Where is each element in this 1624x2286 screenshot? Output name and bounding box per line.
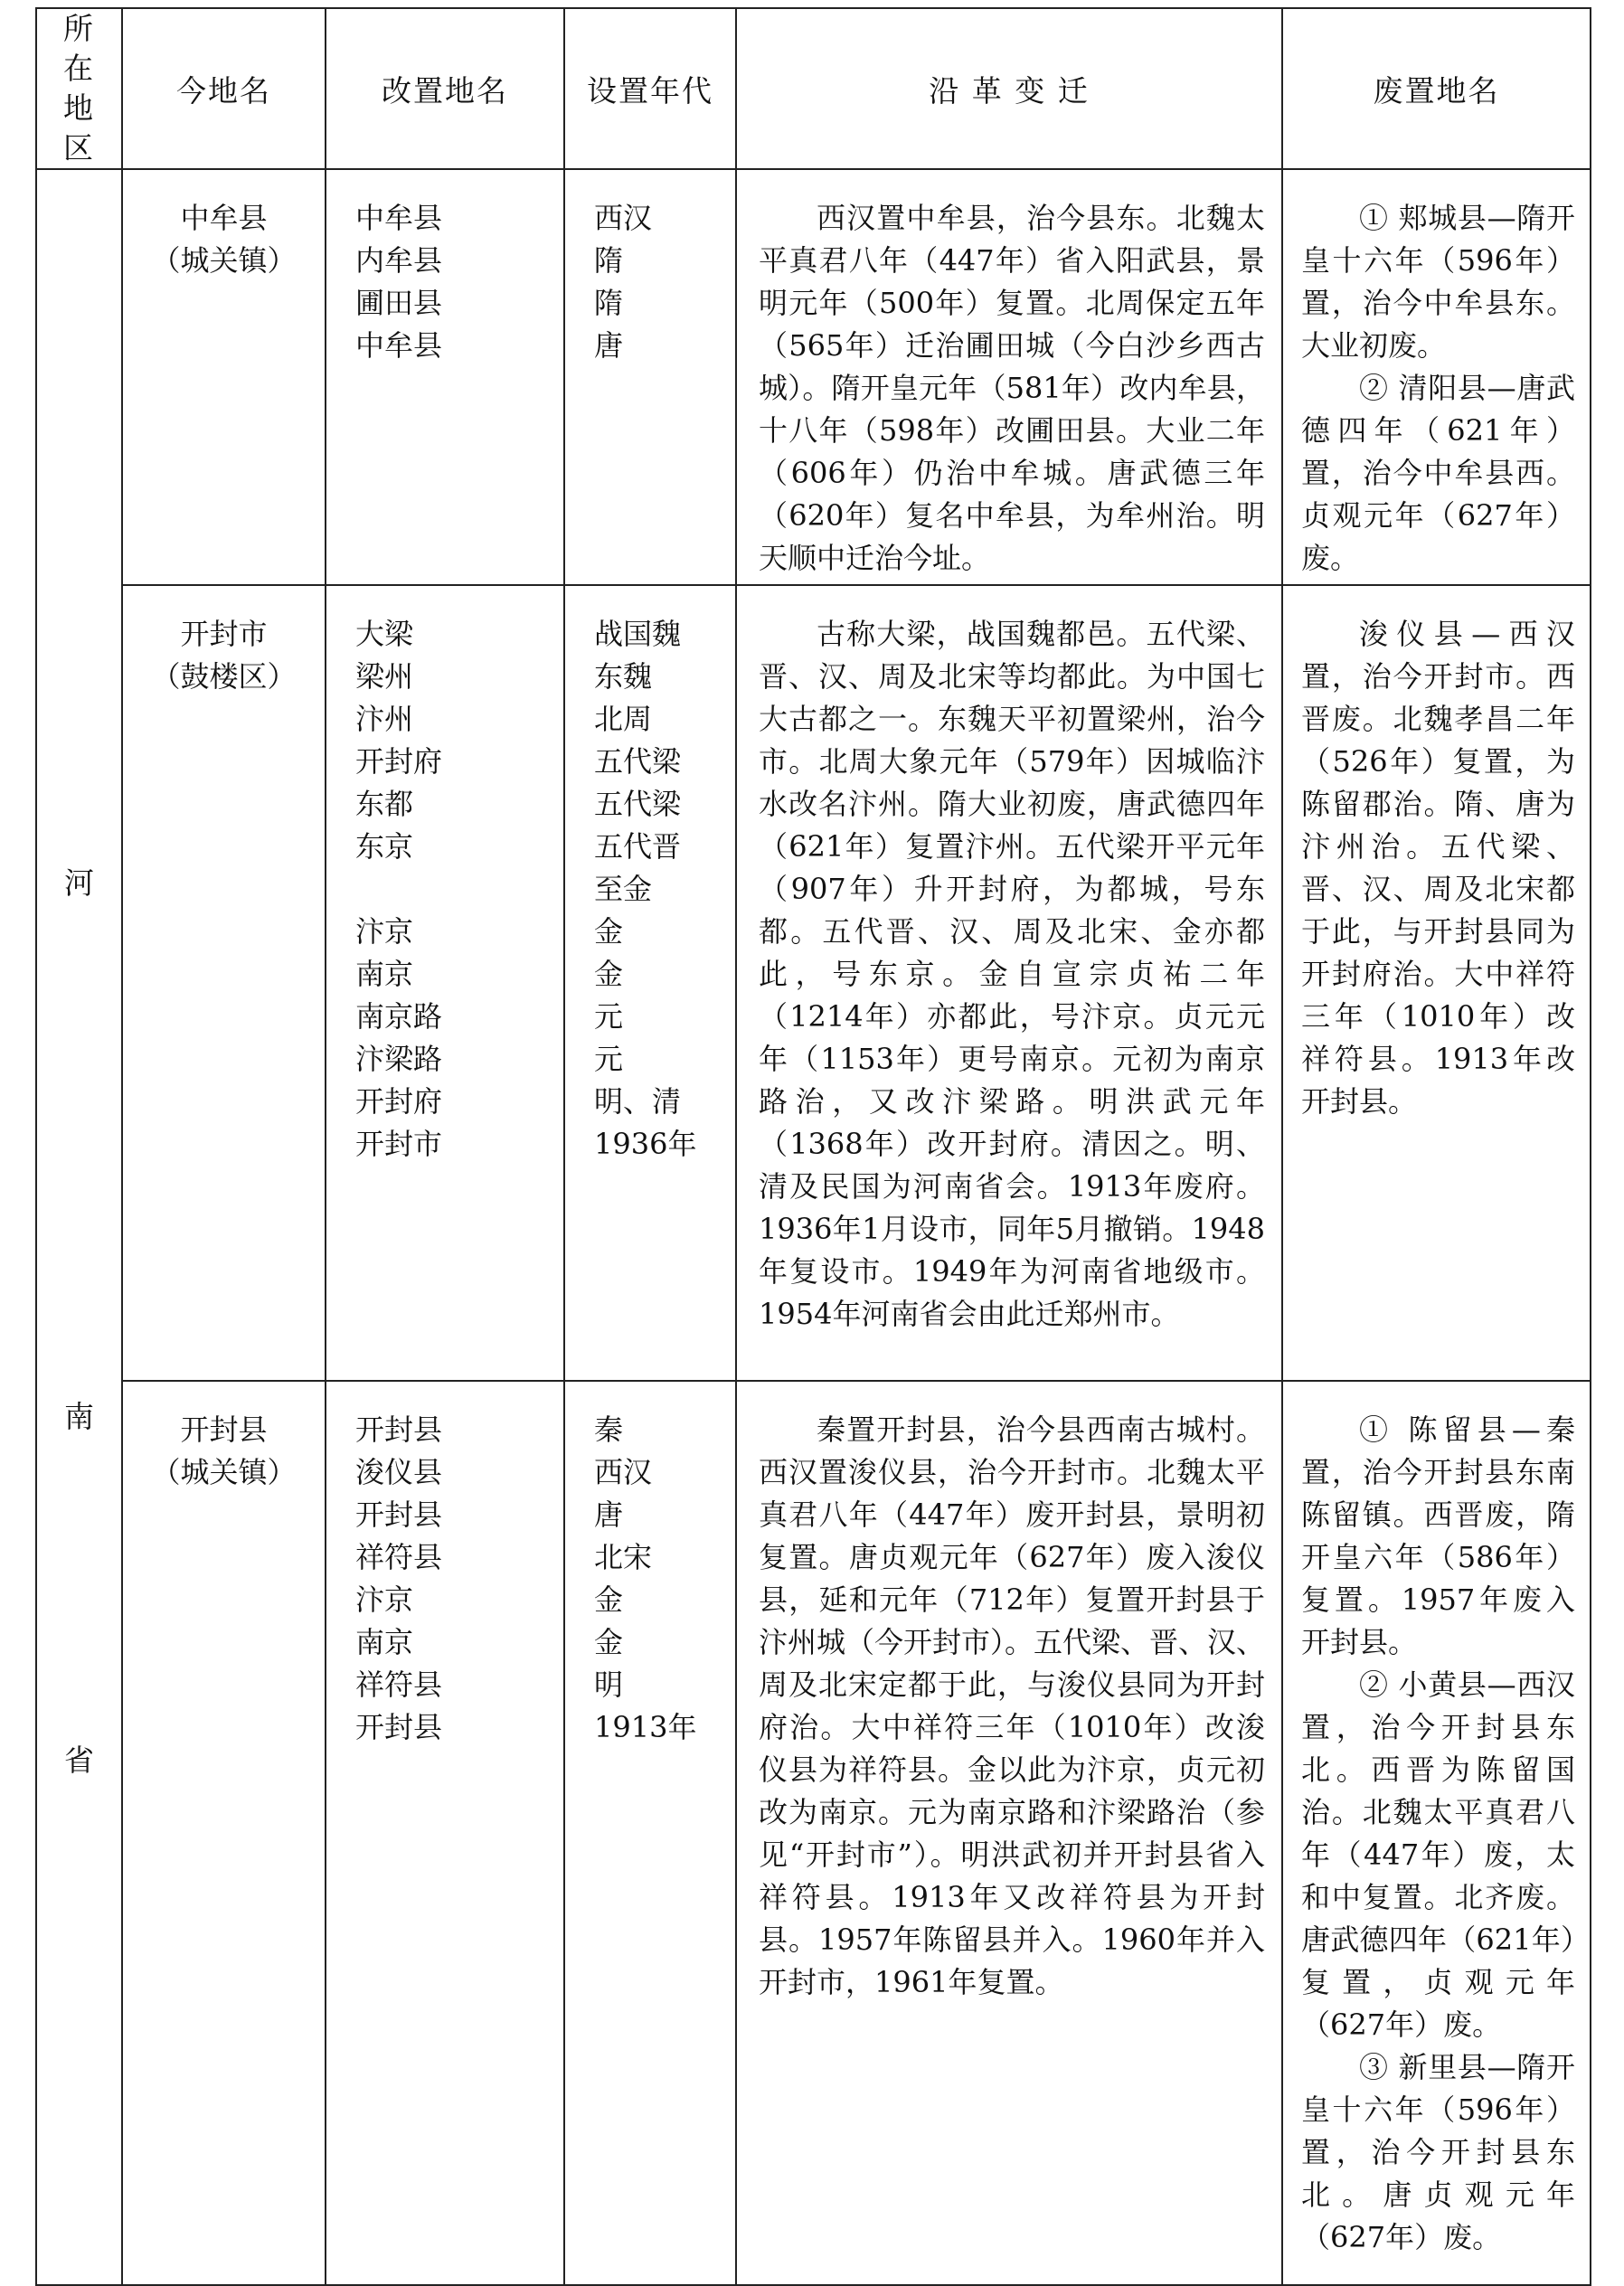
table-row [36,585,1591,1381]
era-item: 五代梁 [594,787,682,821]
abolished-item: ① 郏城县—隋开皇十六年（596年）置，治今中牟县东。大业初废。 [1301,201,1575,363]
former-name: 中牟县 [355,328,443,363]
former-name: 汴京 [355,914,414,949]
era-item: 金 [594,914,624,949]
region-cell: 河 南 省 [36,169,122,2285]
era-item: 金 [594,957,624,991]
former-name: 中牟县 [355,201,443,235]
era-item: 战国魏 [594,617,682,651]
era-item: 金 [594,1582,624,1617]
current-seat: （鼓楼区） [151,659,297,694]
history-cell [736,585,1282,1381]
header-abolished: 废置地名 [1282,8,1591,169]
era-item: 北周 [594,702,653,736]
abolished-cell [1282,585,1591,1381]
former-names-cell [326,169,564,585]
table-row [36,169,1591,585]
history-cell [736,1381,1282,2285]
former-names-cell [326,585,564,1381]
era-item: 金 [594,1625,624,1659]
abolished-cell [1282,1381,1591,2285]
header-region: 所在地区 [36,8,122,169]
former-name: 开封府 [355,1084,443,1119]
era-item: 元 [594,999,624,1034]
current-seat: （城关镇） [151,243,297,278]
former-name: 东都 [355,787,414,821]
former-name: 开封县 [355,1497,443,1532]
former-name: 浚仪县 [355,1455,443,1489]
era-item: 西汉 [594,201,653,235]
era-item: 北宋 [594,1540,653,1574]
history-text: 西汉置中牟县，治今县东。北魏太平真君八年（447年）省入阳武县，景明元年（500年）复置。北周保定五年（565年）迁治圃田城（今白沙乡西古城）。隋开皇元年（581年）改内牟县，十八年（598年）改圃田县。大业二年（606年）仍治中牟城。唐武德三年（620年）复名中牟县，为牟州治。明天顺中迁治今址。 [759,201,1265,575]
header-current-name: 今地名 [122,8,326,169]
header-history: 沿 革 变 迁 [736,8,1282,169]
era-cell [564,585,736,1381]
era-cell [564,169,736,585]
era-item: 五代晋至金 [594,829,682,906]
header-era: 设置年代 [564,8,736,169]
era-item: 五代梁 [594,744,682,779]
header-row [36,8,1591,169]
gazetteer-table [35,7,1591,2286]
era-item: 元 [594,1042,624,1076]
region-char: 省 [64,1743,94,1778]
era-item: 明 [594,1667,624,1702]
region-char: 河 [64,865,94,901]
current-name-cell [122,1381,326,2285]
era-cell [564,1381,736,2285]
former-name: 梁州 [355,659,414,694]
current-seat: （城关镇） [151,1455,297,1489]
era-item: 唐 [594,1497,624,1532]
header-former-names: 改置地名 [326,8,564,169]
former-name: 开封府 [355,744,443,779]
history-cell [736,169,1282,585]
era-item: 隋 [594,243,624,278]
former-name-spacer [355,868,563,911]
current-name-cell [122,169,326,585]
abolished-item: 浚仪县—西汉置，治今开封市。西晋废。北魏孝昌二年（526年）复置，为陈留郡治。隋、唐为汴州治。五代梁、晋、汉、周及北宋都于此，与开封县同为开封府治。大中祥符三年（1010年）改祥符县。1913年改开封县。 [1301,617,1575,1119]
abolished-item: ① 陈留县—秦置，治今开封县东南陈留镇。西晋废，隋开皇六年（586年）复置。1957年废入开封县。 [1301,1412,1575,1659]
era-item: 秦 [594,1412,624,1447]
former-name: 开封县 [355,1710,443,1744]
former-name: 汴梁路 [355,1042,443,1076]
former-name: 南京 [355,1625,414,1659]
current-name: 开封县 [180,1412,268,1447]
former-name: 祥符县 [355,1540,443,1574]
era-item: 西汉 [594,1455,653,1489]
abolished-item: ② 小黄县—西汉置，治今开封县东北。西晋为陈留国治。北魏太平真君八年（447年）废，太和中复置。北齐废。唐武德四年（621年）复置，贞观元年（627年）废。 [1301,1667,1575,2042]
former-name: 开封市 [355,1127,443,1161]
former-name: 东京 [355,829,414,864]
former-name: 南京路 [355,999,443,1034]
former-name: 开封县 [355,1412,443,1447]
era-item: 明、清 [594,1084,682,1119]
former-name: 汴州 [355,702,414,736]
era-item: 东魏 [594,659,653,694]
era-item: 1913年 [594,1710,697,1744]
era-item: 隋 [594,286,624,320]
history-text: 古称大梁，战国魏都邑。五代梁、晋、汉、周及北宋等均都此。为中国七大古都之一。东魏天平初置梁州，治今市。北周大象元年（579年）因城临汴水改名汴州。隋大业初废，唐武德四年（621年）复置汴州。五代梁开平元年（907年）升开封府，为都城，号东都。五代晋、汉、周及北宋、金亦都此，号东京。金自宣宗贞祐二年（1214年）亦都此，号汴京。贞元元年（1153年）更号南京。元初为南京路治，又改汴梁路。明洪武元年（1368年）改开封府。清因之。明、清及民国为河南省会。1913年废府。1936年1月设市，同年5月撤销。1948年复设市。1949年为河南省地级市。1954年河南省会由此迁郑州市。 [759,617,1265,1331]
abolished-item: ③ 新里县—隋开皇十六年（596年）置，治今开封县东北。唐贞观元年（627年）废。 [1301,2050,1575,2254]
former-name: 内牟县 [355,243,443,278]
former-name: 南京 [355,957,414,991]
current-name-cell [122,585,326,1381]
current-name: 中牟县 [180,201,268,235]
abolished-item: ② 清阳县—唐武德四年（621年）置，治今中牟县西。贞观元年（627年）废。 [1301,371,1575,575]
history-text: 秦置开封县，治今县西南古城村。西汉置浚仪县，治今开封市。北魏太平真君八年（447年）废开封县，景明初复置。唐贞观元年（627年）废入浚仪县，延和元年（712年）复置开封县于汴州城（今开封市）。五代梁、晋、汉、周及北宋定都于此，与浚仪县同为开封府治。大中祥符三年（1010年）改浚仪县为祥符县。金以此为汴京，贞元初改为南京。元为南京路和汴梁路治（参见“开封市”）。明洪武初并开封县省入祥符县。1913年又改祥符县为开封县。1957年陈留县并入。1960年并入开封市，1961年复置。 [759,1412,1266,1999]
former-name: 祥符县 [355,1667,443,1702]
former-names-cell [326,1381,564,2285]
era-item: 1936年 [594,1127,697,1161]
abolished-cell [1282,169,1591,585]
era-item: 唐 [594,328,624,363]
table-row [36,1381,1591,2285]
former-name: 圃田县 [355,286,443,320]
current-name: 开封市 [180,617,268,651]
former-name: 大梁 [355,617,414,651]
former-name: 汴京 [355,1582,414,1617]
